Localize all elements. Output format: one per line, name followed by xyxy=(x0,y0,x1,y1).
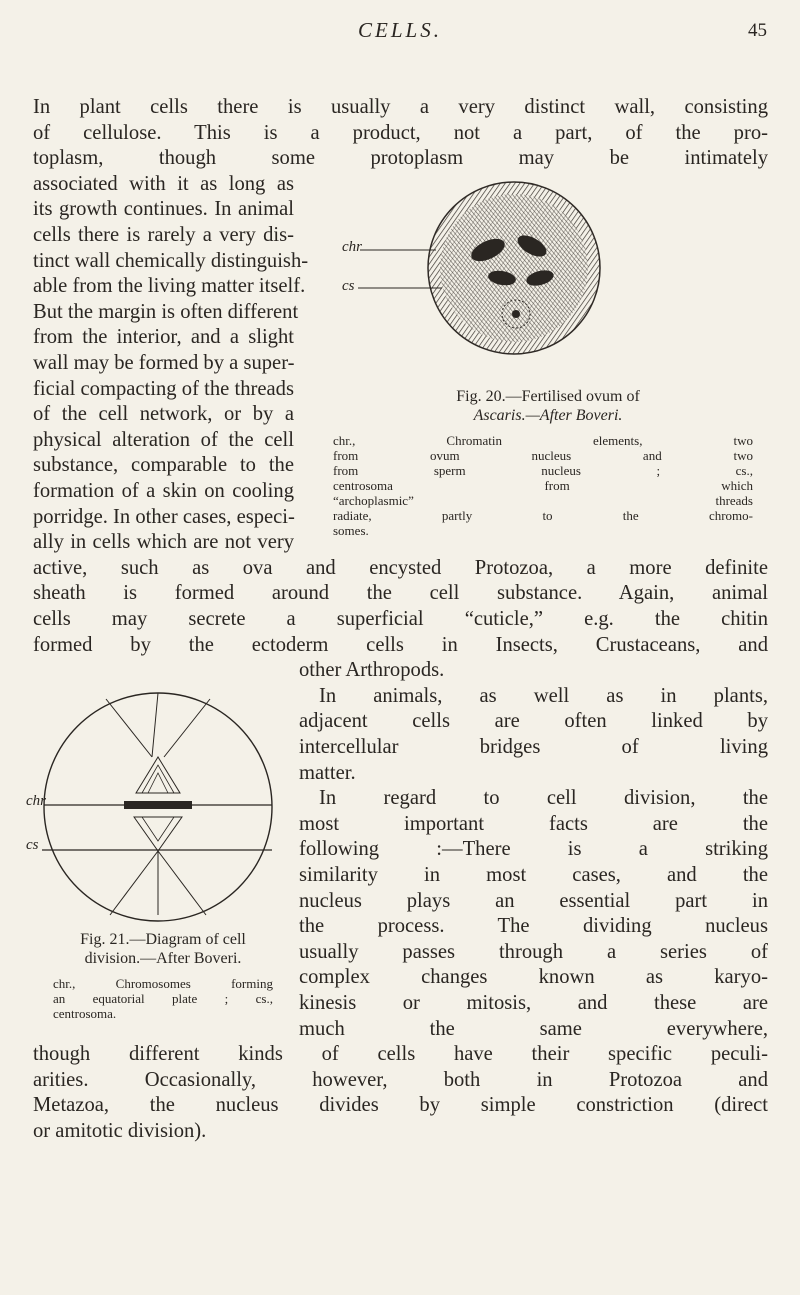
text-line-italic-lead: In regard to cell division, the xyxy=(319,787,768,810)
text-line: though different kinds of cells have their specific peculi- xyxy=(33,1043,768,1066)
paragraph-cell-wall-end xyxy=(299,658,768,684)
text-line: But the margin is often different xyxy=(33,300,299,323)
text-line: wall may be formed by a super- xyxy=(33,351,295,374)
text-line: In plant cells there is usually a very distinct wall, consisting xyxy=(33,96,768,118)
label-chr: chr xyxy=(26,793,46,809)
caption-line: chr., Chromosomes forming xyxy=(53,976,273,991)
paragraph-cell-wall-wrap xyxy=(33,172,309,556)
figure-20-caption xyxy=(313,387,783,538)
paragraph-cell-division-narrow xyxy=(299,812,768,1042)
text-line: complex changes known as karyo- xyxy=(299,966,768,989)
text-line: similarity in most cases, and the xyxy=(299,863,768,886)
caption-text xyxy=(313,433,753,538)
paragraph-cell-division xyxy=(319,786,768,812)
fertilised-ovum-illustration xyxy=(318,178,778,378)
paragraph-cell-wall xyxy=(33,95,768,172)
text-line: arities. Occasionally, however, both in Protozoa and xyxy=(33,1068,768,1091)
text-line: usually passes through a series of xyxy=(299,940,768,963)
text-line: substance, comparable to the xyxy=(33,454,294,477)
text-line: physical alteration of the cell xyxy=(33,428,294,451)
text-line: nucleus plays an essential part in xyxy=(299,889,768,912)
figure-21-caption xyxy=(33,930,293,1021)
cell-division-diagram xyxy=(24,665,294,935)
page-number: 45 xyxy=(748,20,767,41)
text-line: its growth continues. In animal xyxy=(33,198,294,221)
caption-line: radiate, partly to the chromo- xyxy=(333,508,753,523)
caption-line: from ovum nucleus and two xyxy=(333,448,753,463)
caption-line: chr., Chromatin elements, two xyxy=(333,433,753,448)
text-line: much the same everywhere, xyxy=(299,1017,768,1040)
caption-title-line: Fig. 21.—Diagram of cell xyxy=(80,931,246,948)
running-head xyxy=(0,18,800,46)
text-line: tinct wall chemically distinguish- xyxy=(33,249,309,272)
caption-title xyxy=(313,387,783,425)
text-line: most important facts are the xyxy=(299,812,768,835)
figure-20 xyxy=(318,178,778,388)
text-line: adjacent cells are often linked by xyxy=(299,710,768,733)
text-line: associated with it as long as xyxy=(33,172,294,195)
text-line: ally in cells which are not very xyxy=(33,531,294,554)
text-line: of the cell network, or by a xyxy=(33,403,294,426)
text-line: active, such as ova and encysted Protozoa, a more definite xyxy=(33,556,768,579)
caption-title-line: Fig. 20.—Fertilised ovum of xyxy=(456,388,640,405)
text-line: other Arthropods. xyxy=(299,659,445,682)
figure-21 xyxy=(24,665,294,925)
caption-line: centrosoma from which xyxy=(333,478,753,493)
caption-title-line: division.—After Boveri. xyxy=(84,950,242,967)
caption-title xyxy=(33,930,293,968)
text-line: from the interior, and a slight xyxy=(33,326,294,349)
text-line: following :—There is a striking xyxy=(299,838,768,861)
text-line: porridge. In other cases, especi- xyxy=(33,505,295,528)
caption-line: an equatorial plate ; cs., xyxy=(53,991,273,1006)
text-line: the process. The dividing nucleus xyxy=(299,915,768,938)
text-line: cells may secrete a superficial “cuticle,” e.g. the chitin xyxy=(33,607,768,630)
text-line: In animals, as well as in plants, xyxy=(319,684,768,707)
text-line: formation of a skin on cooling xyxy=(33,479,294,502)
paragraph-intercellular-rest xyxy=(299,709,768,786)
running-title: CELLS. xyxy=(358,18,442,42)
paragraph-intercellular xyxy=(299,684,768,710)
caption-text xyxy=(33,976,273,1021)
paragraph-cell-wall-tail xyxy=(33,556,768,658)
text-line: formed by the ectoderm cells in Insects, Crustaceans, and xyxy=(33,633,768,656)
text-line: sheath is formed around the cell substance. Again, animal xyxy=(33,582,768,605)
text-line: Metazoa, the nucleus divides by simple constriction (direct xyxy=(33,1094,768,1117)
label-cs: cs xyxy=(342,278,355,294)
caption-line: centrosoma. xyxy=(53,1006,117,1021)
text-line: cells there is rarely a very dis- xyxy=(33,223,294,246)
caption-line: from sperm nucleus ; cs., xyxy=(333,463,753,478)
paragraph-cell-division-tail xyxy=(33,1042,768,1144)
text-line: or amitotic division). xyxy=(33,1119,207,1142)
text-line: kinesis or mitosis, and these are xyxy=(299,991,768,1014)
label-cs: cs xyxy=(26,837,39,853)
caption-line: somes. xyxy=(333,523,369,538)
label-chr: chr xyxy=(342,239,362,255)
text-line: ficial compacting of the threads xyxy=(33,377,294,400)
text-line: matter. xyxy=(299,761,356,784)
text-line: of cellulose. This is a product, not a part, of the pro- xyxy=(33,121,768,144)
caption-title-line: Ascaris.—After Boveri. xyxy=(473,407,623,424)
caption-line: “archoplasmic” threads xyxy=(333,493,753,508)
text-line: intercellular bridges of living xyxy=(299,735,768,758)
text-line: able from the living matter itself. xyxy=(33,275,306,298)
text-line: toplasm, though some protoplasm may be intimately xyxy=(33,147,768,170)
